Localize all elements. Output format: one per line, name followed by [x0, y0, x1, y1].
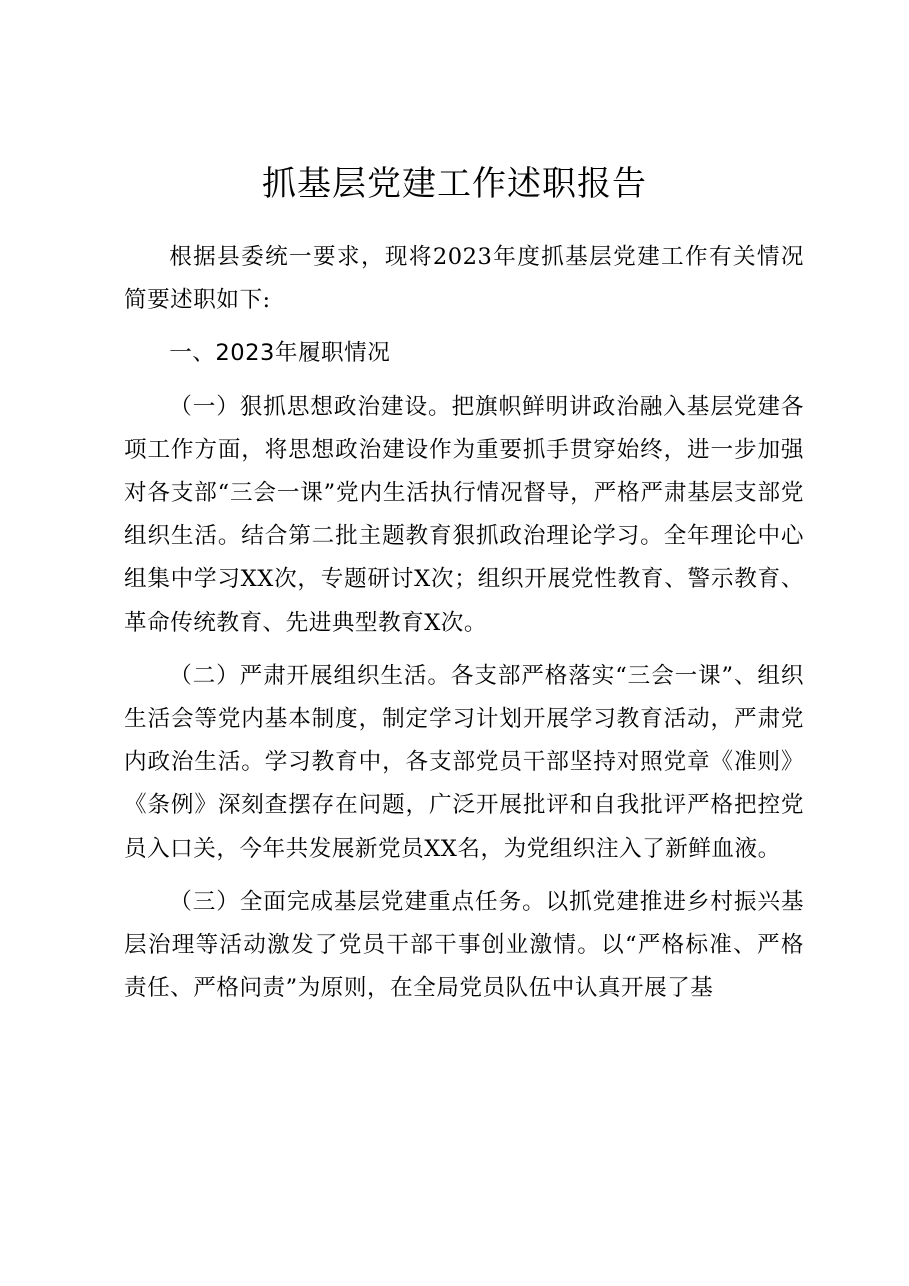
document-body	[124, 236, 804, 1010]
paragraph-item-3: （三）全面完成基层党建重点任务。以抓党建推进乡村振兴基层治理等活动激发了党员干部干事创业激情。以“严格标准、严格责任、严格问责”为原则，在全局党员队伍中认真开展了基	[124, 888, 804, 1002]
paragraph-intro: 根据县委统一要求，现将2023年度抓基层党建工作有关情况简要述职如下:	[124, 244, 804, 314]
paragraph-item-1: （一）狠抓思想政治建设。把旗帜鲜明讲政治融入基层党建各项工作方面，将思想政治建设作为重要抓手贯穿始终，进一步加强对各支部“三会一课”党内生活执行情况督导，严格严肃基层支部党组织生活。结合第二批主题教育狠抓政治理论学习。全年理论中心组集中学习XX次，专题研讨X次；组织开展党性教育、警示教育、革命传统教育、先进典型教育X次。	[124, 393, 804, 636]
document-title: 抓基层党建工作述职报告	[262, 164, 647, 204]
paragraph-item-2: （二）严肃开展组织生活。各支部严格落实“三会一课”、组织生活会等党内基本制度，制定学习计划开展学习教育活动，严肃党内政治生活。学习教育中，各支部党员干部坚持对照党章《准则》《条例》深刻查摆存在问题，广泛开展批评和自我批评严格把控党员入口关，今年共发展新党员XX名，为党组织注入了新鲜血液。	[124, 662, 804, 862]
section-heading: 一、2023年履职情况	[169, 340, 391, 367]
